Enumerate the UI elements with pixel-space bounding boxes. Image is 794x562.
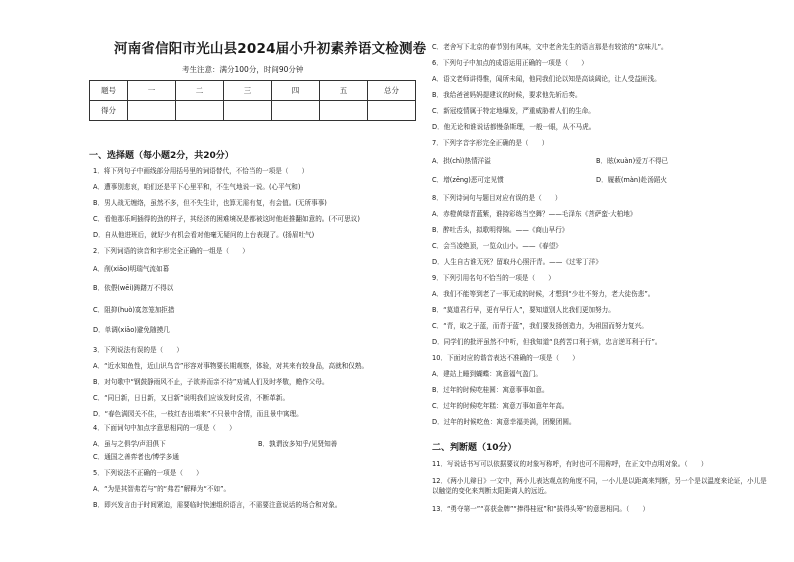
score-table-header-row — [90, 81, 416, 101]
question-line: 7．下列字音字形完全正确的是（ ） — [432, 139, 549, 147]
question-line: D．自从他进班后，就好少有机会看对他毫无疑问的上台表现了。(扬眉吐气) — [93, 231, 315, 239]
question-line: 4．下面词句中加点字意思相同的一项是（ ） — [93, 424, 236, 432]
exam-notice: 考生注意：满分100分，时间90分钟 — [182, 65, 304, 74]
question-line: B．即兴发言由于时间紧迫，需要临时快速组织语言，不需要注意说话的场合和对象。 — [93, 501, 342, 509]
section-heading: 一、选择题（每小题2分，共20分） — [89, 151, 234, 161]
question-line: 3．下列说法有误的是（ ） — [93, 346, 183, 354]
question-line: 1．将下列句子中画线部分用括号里的词语替代，不恰当的一项是（ ） — [93, 167, 309, 175]
score-table-row — [90, 101, 416, 121]
answer-option: A．拱(chì)热情洋溢 — [432, 157, 491, 165]
question-line: C．过年的时候吃年糕：寓意万事如意年年高。 — [432, 402, 569, 410]
question-line: C．“青，取之于蓝，而青于蓝”，我们要发扬创造力，为祖国而努力复兴。 — [432, 322, 648, 330]
score-header-cell: 一 — [128, 81, 176, 101]
question-line: D．他无论和谁说话都慢条斯理，一般一眼，从不马虎。 — [432, 123, 596, 131]
question-line: 12．《两小儿辩日》一文中，两小儿表达观点的角度不同，一小儿是以距离来判断，另一个是以温度来论证，小儿是以触觉的变化来判断太阳距离人的远近。 — [432, 477, 767, 495]
answer-option: A．虽与之俱学/声泪俱下 — [93, 440, 166, 448]
score-table — [89, 80, 416, 121]
answer-option: B．眩(xuàn)爱万不得已 — [596, 157, 669, 165]
score-row-label: 得分 — [90, 101, 128, 121]
question-line: 6．下列句子中加点的成语运用正确的一项是（ ） — [432, 59, 588, 67]
question-line: B．“莫道君行早，更有早行人”，要知道别人比我们更加努力。 — [432, 306, 615, 314]
question-line: D．人生自古谁无死？留取丹心照汗青。——《过零丁洋》 — [432, 258, 602, 266]
page-title: 河南省信阳市光山县2024届小升初素养语文检测卷 — [114, 41, 427, 57]
question-line: B．男人战无缠络，虽然不多，但不失生计，也算无需有复，有会值。(无所事事) — [93, 199, 327, 207]
score-cell[interactable] — [272, 101, 320, 121]
score-header-cell: 三 — [224, 81, 272, 101]
score-header-cell: 二 — [176, 81, 224, 101]
question-line: A．建站上睡到蝴蝶：寓意福气盈门。 — [432, 370, 543, 378]
question-line: A．“为是其智弗若与”的“弗若”解释为“不如”。 — [93, 485, 231, 493]
question-line: A．赤橙黄绿青蓝紫，谁持彩练当空舞？——毛泽东《菩萨蛮·大柏地》 — [432, 210, 637, 218]
question-line: B．醉吐舌头，拟歌明得锦。——《商山早行》 — [432, 226, 569, 234]
question-line: A．我们不能等到老了一事无成的时候，才想到“少壮不努力，老大徒伤悲”。 — [432, 290, 655, 298]
answer-option: D．履薮(màn)赴汤蹈火 — [596, 176, 668, 184]
question-line: B．依偎(wēi)踌躇万不得以 — [93, 284, 174, 292]
score-header-cell: 五 — [320, 81, 368, 101]
question-line: B．我给爸爸妈妈提建议的时候，要求他先斩后奏。 — [432, 91, 582, 99]
question-line: 2．下列词语的读音和字形完全正确的一组是（ ） — [93, 247, 249, 255]
answer-option: C．增(zēng)恶可定见惯 — [432, 176, 504, 184]
question-line: 11．写说话书写可以依据要议的对象写称呼，有时也可不用称呼，在正文中点明对象。（ ） — [432, 460, 708, 468]
score-header-cell: 四 — [272, 81, 320, 101]
question-line: 10．下面对应的谐音表达不准确的一项是（ ） — [432, 354, 579, 362]
question-line: D．过年的时候吃鱼：寓意幸福美满，团聚团圆。 — [432, 418, 576, 426]
score-cell[interactable] — [176, 101, 224, 121]
question-line: C．看他那乐呵插得的劲的样子，其经济的困难境况是都被这时他赶推翻如意的。(不可思议) — [93, 215, 360, 223]
question-line: 9．下列引用名句不恰当的一项是（ ） — [432, 274, 555, 282]
question-line: B．对句歌中“钢鼓静雨风不止，子欲养而亲不待”劝诫人们及时孝敬，赡作父母。 — [93, 378, 329, 386]
question-line: 5．下列说法不正确的一项是（ ） — [93, 469, 203, 477]
question-line: A．“近水知鱼性，近山识鸟音”形容对事物要长期观察，体验，对其来有较身品，高就和仅熟。 — [93, 362, 369, 370]
question-line: C．新冠疫情属于特定地爆发，严重威胁着人们的生命。 — [432, 107, 595, 115]
score-cell[interactable] — [320, 101, 368, 121]
section-heading: 二、判断题（10分） — [432, 443, 517, 453]
score-header-cell: 总分 — [368, 81, 416, 101]
question-line: D．同学们的批评虽然不中听，但我知道“良药苦口利于病，忠言逆耳利于行”。 — [432, 338, 662, 346]
question-line: A．遭事别悲哀，咱们还是平下心里平和，不生气地说一说。(心平气和) — [93, 183, 301, 191]
question-line: D．“春色满园关不住，一枝红杏出墙来”不只景中含情，而且景中寓理。 — [93, 410, 303, 418]
question-line: C．老舍写下北京的春节别有风味，文中老舍先生的语言那是有较浓的“京味儿”。 — [432, 43, 668, 51]
question-line: A．削(xiāo)明瑞气流如幕 — [93, 265, 170, 273]
score-header-cell: 题号 — [90, 81, 128, 101]
question-line: C．“同日新，日日新，又日新”说明我们应该发时反省，不断革新。 — [93, 394, 290, 402]
question-line: 8．下列诗词句与题目对应有误的是（ ） — [432, 194, 562, 202]
question-line: C．通国之善弈者也/博学多通 — [93, 453, 179, 461]
question-line: 13．“勇夺第一”“喜获金牌”“捧得桂冠”和“拔得头筹”的意思相同。（ ） — [432, 505, 650, 513]
score-cell[interactable] — [128, 101, 176, 121]
question-line: C．会当凌绝顶，一览众山小。——《春望》 — [432, 242, 562, 250]
score-cell[interactable] — [368, 101, 416, 121]
score-cell[interactable] — [224, 101, 272, 121]
question-line: C．阻抑(huò)寞忽笼加拒措 — [93, 306, 175, 314]
question-line: A．语文老师讲得惟，闻所未闻，他同我们论以知是高谈阔论，让人受益匪浅。 — [432, 75, 661, 83]
question-line: B．过年的时候吃桂圆：寓意事事如意。 — [432, 386, 549, 394]
answer-option: B．孰谓汝多知乎/见贤知善 — [258, 440, 338, 448]
question-line: D．单调(xiāo)避免随摸几 — [93, 326, 170, 334]
